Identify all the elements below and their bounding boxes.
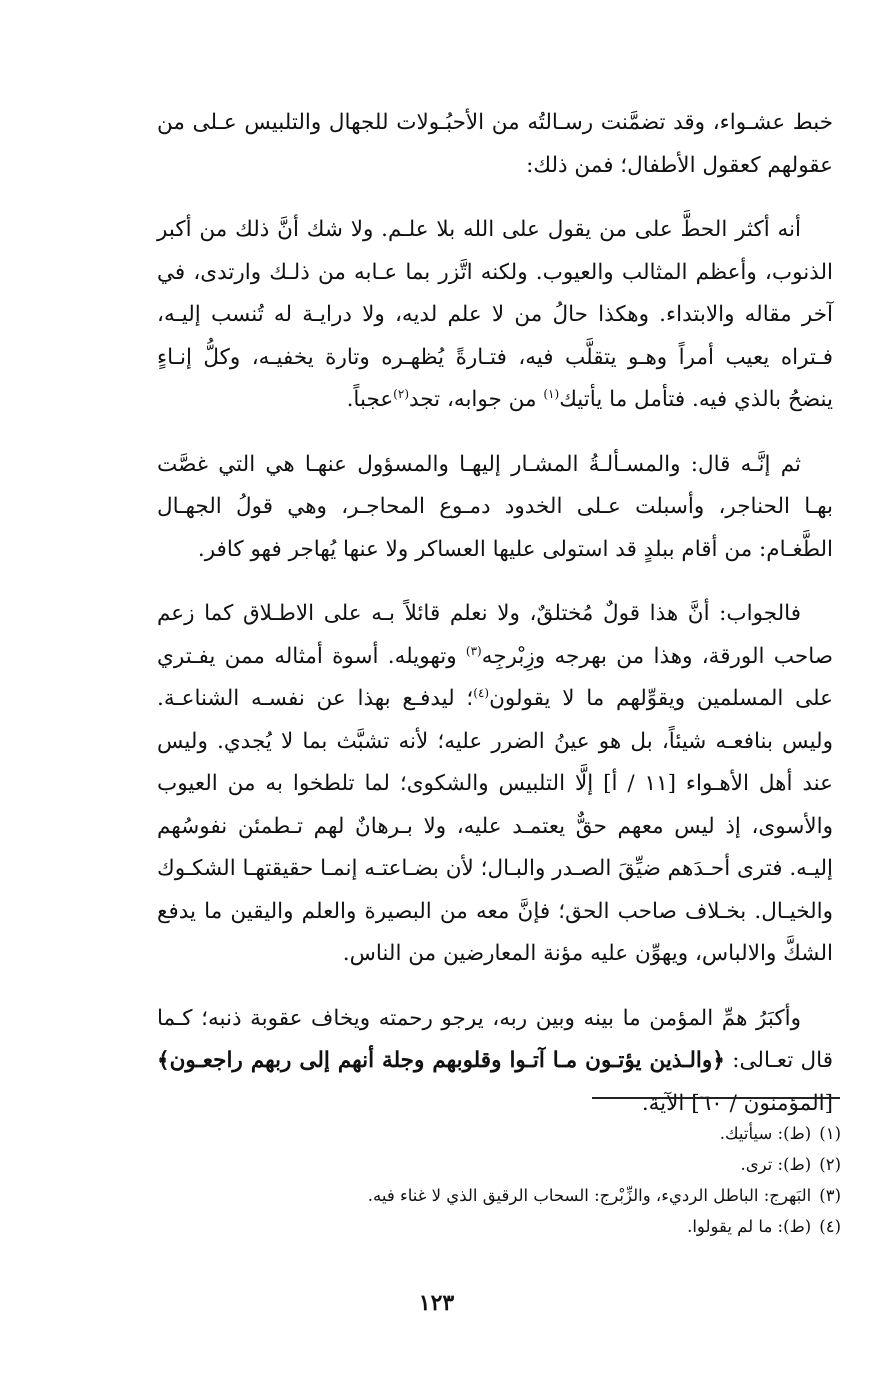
footnote-ref-3[interactable]: (٣) <box>465 643 482 658</box>
footnote-text: البَهرج: الباطل الرديء، والزِّبْرج: السحاب الرقيق الذي لا غناء فيه. <box>367 1186 812 1205</box>
footnote-2 <box>157 1149 841 1180</box>
paragraph-2-text-c: عجباً. <box>346 387 394 412</box>
footnote-ref-4[interactable]: (٤) <box>473 685 490 700</box>
paragraph-1 <box>157 102 833 187</box>
paragraph-4-text: فالجواب: أنَّ هذا قولٌ مُختلقٌ، ولا نعلم قائلاً بـه على الاطـلاق كما زعم صاحب الورقة، وهذا من بهرجه وزِبْرجِه <box>157 601 833 669</box>
page-number: ١٢٣ <box>418 1290 455 1316</box>
paragraph-5-text: وأكبَرُ همِّ المؤمن ما بينه وبين ربه، يرجو رحمته ويخاف عقوبة ذنبه؛ كـما قال تعـالى: <box>157 1005 833 1073</box>
footnote-3 <box>157 1180 841 1211</box>
footnote-4 <box>157 1211 841 1242</box>
main-text <box>157 102 833 1125</box>
footnote-text: (ط): سيأتيك. <box>719 1124 812 1143</box>
quran-verse: ﴿والـذين يؤتـون مـا آتـوا وقلوبهم وجلة أنهم إلى ربهم راجعـون﴾ <box>157 1048 725 1073</box>
paragraph-2-text-b: من جوابه، تجد <box>409 387 544 412</box>
paragraph-4-text-b: وتهويله. أسوة أمثاله ممن يفـتري على المسلمين ويقوِّلهم ما لا يقولون <box>157 643 833 711</box>
footnote-1 <box>157 1118 841 1149</box>
verse-citation: [المؤمنون / ٦٠] الآية. <box>641 1090 833 1116</box>
footnote-ref-2[interactable]: (٢) <box>393 386 409 401</box>
paragraph-3-text: ثم إنَّـه قال: والمسـألـةُ المشـار إليهـا والمسؤول عنهـا هي التي غصَّت بهـا الحناجر، وأسبلت عـلى الخدود دمـوع المحاجـر، وهي قولُ الجهـال الطَّغـام: من أقام ببلدٍ قد استولى عليها العساكر ولا عنها يُهاجر فهو كافر. <box>157 451 833 562</box>
paragraph-2 <box>157 209 833 422</box>
footnote-number: (٣) <box>819 1186 841 1205</box>
paragraph-5 <box>157 998 833 1126</box>
footnote-text: (ط): ما لم يقولوا. <box>687 1217 812 1236</box>
footnote-ref-1[interactable]: (١) <box>543 386 560 401</box>
footnote-number: (٢) <box>819 1155 841 1174</box>
paragraph-3 <box>157 444 833 572</box>
footnote-text: (ط): ترى. <box>740 1155 812 1174</box>
paragraph-1-text: خبط عشـواء، وقد تضمَّنت رسـالتُه من الأحبُـولات للجهال والتلبيس عـلى من عقولهم كعقول الأطفال؛ فمن ذلك: <box>157 110 833 178</box>
footnote-number: (٤) <box>819 1217 841 1236</box>
footnotes-list <box>157 1118 841 1242</box>
paragraph-4-text-c: ؛ ليدفـع بهذا عن نفسـه الشناعـة. وليس بنافعـه شيئاً، بل هو عينُ الضرر عليه؛ لأنه تشبَّث بما لا يُجدي. وليس عند أهل الأهـواء [١١ / أ] إلَّا التلبيس والشكوى؛ لما تلطخوا به من العيوب والأسوى، إذ ليس معهم حقٌّ يعتمـد عليه، ولا بـرهانٌ لهم تـطمئن نفوسُهم إليـه. فترى أحـدَهم ضيِّقَ الصـدر والبـال؛ لأن بضـاعتـه إنمـا حقيقتهـا الشكـوك والخيـال. بخـلاف صاحب الحق؛ فإنَّ معه من البصيرة والعلم واليقين ما يدفع الشكَّ والالباس، ويهوِّن عليه مؤنة المعارضين من الناس. <box>157 686 833 966</box>
footnote-separator <box>592 1097 840 1099</box>
paragraph-4 <box>157 593 833 976</box>
paragraph-2-text: أنه أكثر الحطَّ على من يقول على الله بلا علـم. ولا شك أنَّ ذلك من أكبر الذنوب، وأعظم المثالب والعيوب. ولكنه اتَّزر بما عـابه من ذلـك وارتدى، في آخر مقاله والابتداء. وهكذا حالُ من لا علم لديه، ولا درايـة له تُنسب إليـه، فـتراه يعيب أمراً وهـو يتقلَّب فيه، فتـارةً يُظهـره وتارة يخفيـه، وكلُّ إنـاءٍ ينضحُ بالذي فيه. فتأمل ما يأتيك <box>157 217 833 412</box>
footnote-number: (١) <box>819 1124 841 1143</box>
